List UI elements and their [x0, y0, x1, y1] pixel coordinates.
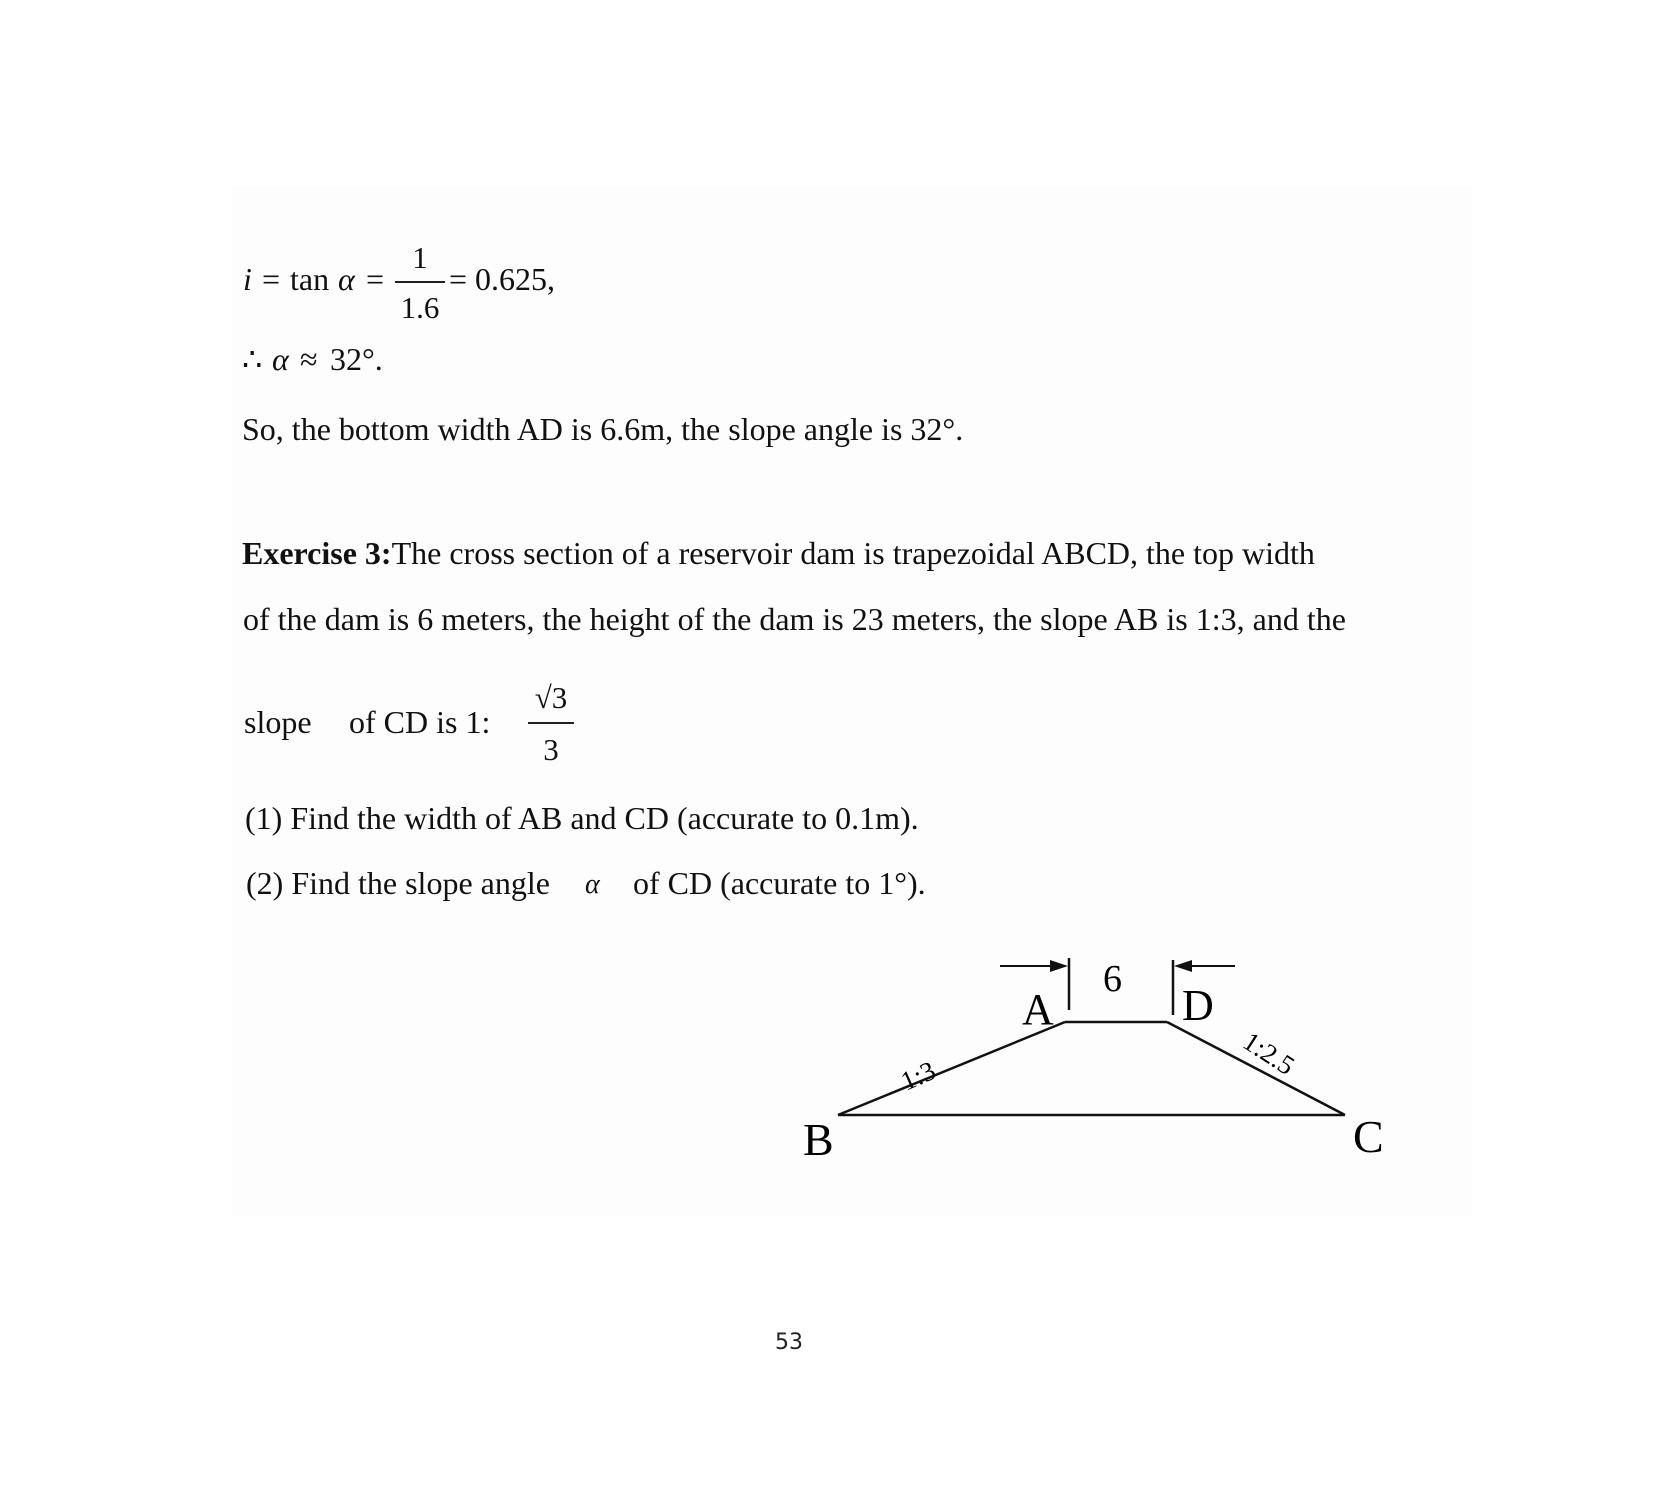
alpha-symbol: α	[272, 341, 289, 377]
arrowhead-right	[1050, 960, 1068, 972]
equals-1: =	[262, 261, 281, 297]
exercise-line-1-text: The cross section of a reservoir dam is trapezoidal ABCD, the top width	[391, 535, 1315, 571]
segment-BA	[838, 1022, 1065, 1115]
angle-value: 32°.	[330, 341, 383, 377]
equation-result: = 0.625,	[449, 261, 556, 297]
sqrt3-numerator: √3	[534, 680, 568, 715]
equals-2: =	[366, 261, 385, 297]
question-2-part-b: of CD (accurate to 1°).	[633, 865, 926, 901]
question-2-alpha: α	[585, 869, 600, 900]
label-C: C	[1353, 1111, 1384, 1162]
label-B: B	[803, 1114, 834, 1165]
exercise-line-3-slope: slope	[244, 704, 312, 740]
question-1: (1) Find the width of AB and CD (accurate to 0.1m).	[245, 800, 919, 836]
tan-label: tan	[290, 261, 330, 297]
label-slope-left: 1:3	[896, 1055, 940, 1097]
exercise-label: Exercise 3:	[242, 535, 392, 571]
fraction-denominator: 1.6	[400, 290, 440, 325]
label-D: D	[1182, 981, 1214, 1030]
therefore-symbol: ∴	[242, 341, 263, 377]
approx-symbol: ≈	[300, 341, 318, 377]
fraction-numerator: 1	[412, 240, 428, 275]
label-A: A	[1022, 985, 1054, 1034]
var-i: i	[243, 261, 252, 297]
arrowhead-left	[1174, 960, 1192, 972]
exercise-line-2: of the dam is 6 meters, the height of the dam is 23 meters, the slope AB is 1:3, and the	[243, 601, 1346, 637]
sqrt3-denominator: 3	[543, 732, 559, 767]
alpha-symbol: α	[338, 261, 355, 297]
conclusion-text: So, the bottom width AD is 6.6m, the slope angle is 32°.	[242, 411, 964, 447]
exercise-line-3-cd: of CD is 1:	[349, 704, 491, 740]
page-number: 53	[775, 1330, 803, 1355]
question-2-part-a: (2) Find the slope angle	[246, 865, 550, 901]
label-slope-right: 1:2.5	[1237, 1025, 1301, 1081]
label-top-width: 6	[1103, 958, 1122, 1000]
